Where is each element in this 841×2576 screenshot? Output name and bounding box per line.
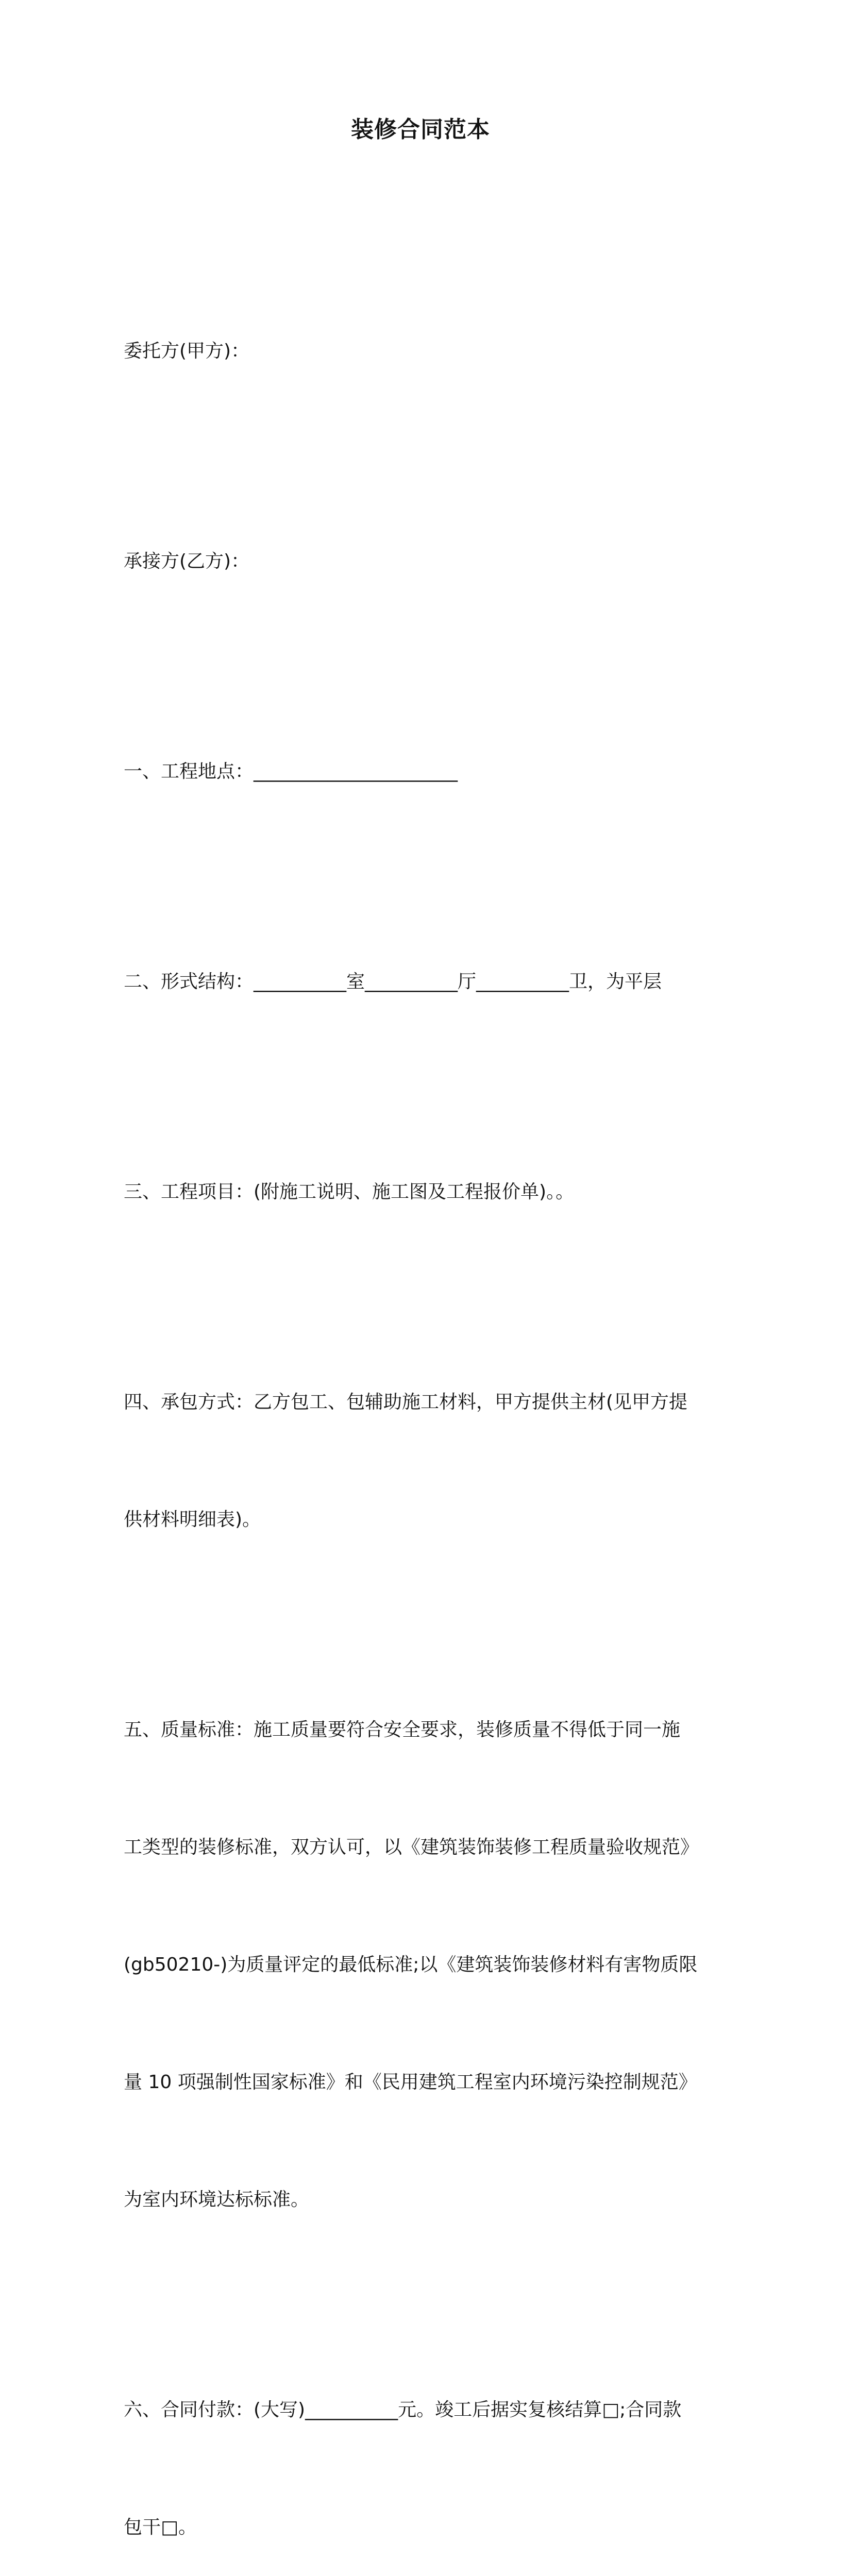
clause-line: 为室内环境达标标准。 <box>124 2189 310 2210</box>
clause-1-location <box>124 674 711 870</box>
clause-6-payment <box>124 2312 711 2576</box>
clause-line: 承接方(乙方)： <box>124 551 250 572</box>
clause-line: 六、合同付款：(大写)__________元。竣工后据实复核结算□;合同款 <box>124 2399 682 2420</box>
clause-party-b <box>124 464 711 659</box>
clause-line: 四、承包方式：乙方包工、包辅助施工材料，甲方提供主材(见甲方提 <box>124 1392 688 1413</box>
clause-line: 五、质量标准：施工质量要符合安全要求，装修质量不得低于同一施 <box>124 1719 681 1740</box>
clause-4-contracting <box>124 1304 711 1618</box>
clause-party-a <box>124 253 711 449</box>
clause-line: (gb50210-)为质量评定的最低标准;以《建筑装饰装修材料有害物质限 <box>124 1954 698 1975</box>
clause-line: 一、工程地点：______________________ <box>124 761 458 782</box>
document-title: 装修合同范本 <box>351 116 490 143</box>
clause-2-structure <box>124 884 711 1080</box>
document-body <box>124 253 711 2576</box>
clause-line: 工类型的装修标准，双方认可，以《建筑装饰装修工程质量验收规范》 <box>124 1837 699 1858</box>
clause-line: 三、工程项目：(附施工说明、施工图及工程报价单)。。 <box>124 1181 575 1202</box>
clause-line: 包干□。 <box>124 2517 197 2538</box>
clause-line: 量 10 项强制性国家标准》和《民用建筑工程室内环境污染控制规范》 <box>124 2072 697 2093</box>
clause-line: 委托方(甲方)： <box>124 341 250 362</box>
clause-line: 二、形式结构：__________室__________厅__________卫，为平层 <box>124 971 662 992</box>
clause-line: 供材料明细表)。 <box>124 1509 261 1530</box>
clause-3-items <box>124 1094 711 1290</box>
clause-5-quality <box>124 1632 711 2298</box>
